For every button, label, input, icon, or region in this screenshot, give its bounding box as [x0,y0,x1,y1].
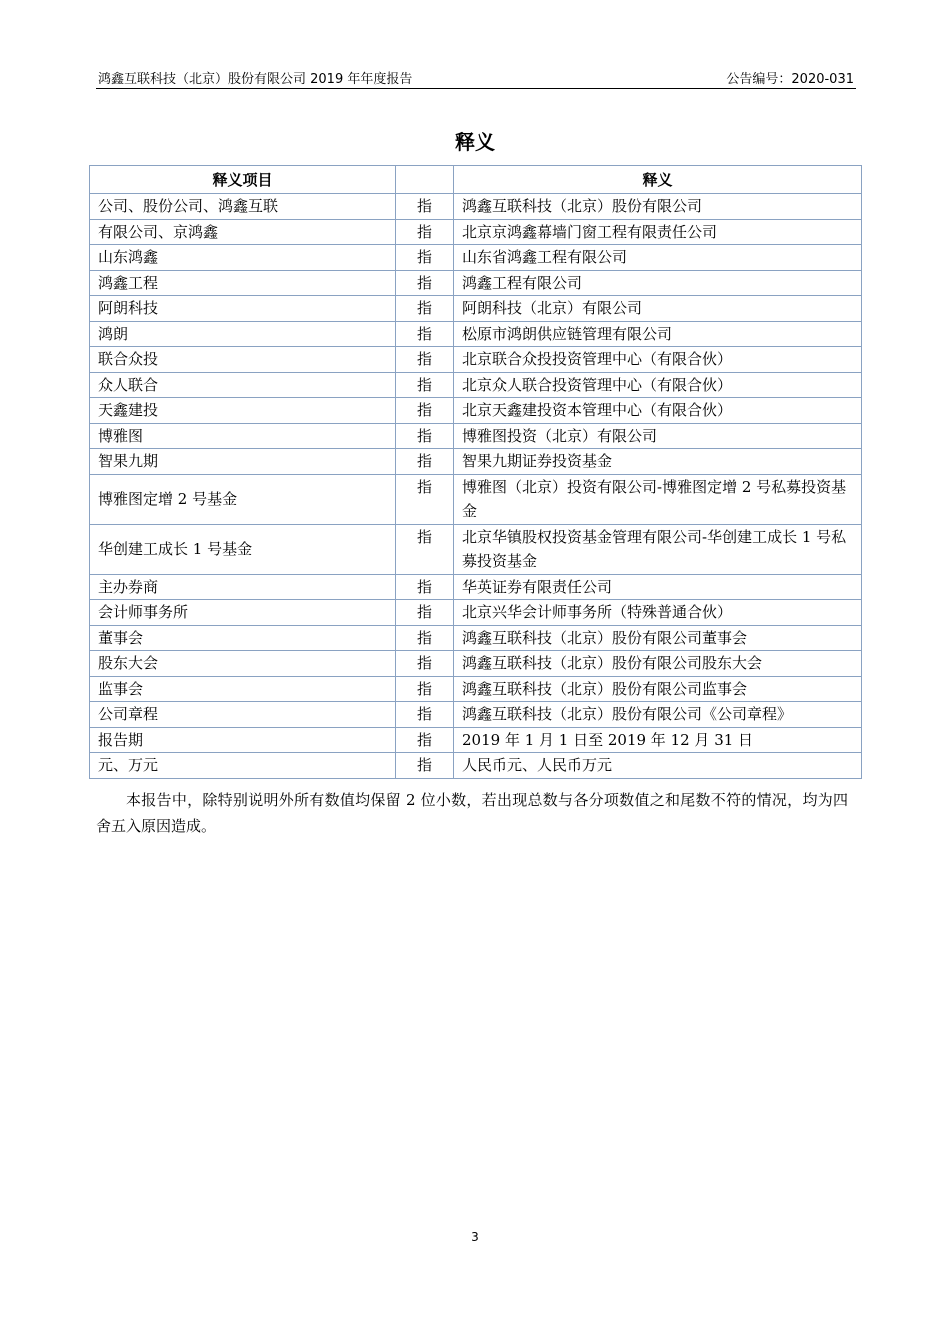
header-ref [396,166,454,194]
glossary-ref: 指 [396,702,454,728]
glossary-definition: 鸿鑫互联科技（北京）股份有限公司《公司章程》 [454,702,862,728]
glossary-definition: 阿朗科技（北京）有限公司 [454,296,862,322]
glossary-term: 博雅图 [90,423,396,449]
glossary-term: 山东鸿鑫 [90,245,396,271]
glossary-definition: 鸿鑫互联科技（北京）股份有限公司股东大会 [454,651,862,677]
glossary-definition: 北京众人联合投资管理中心（有限合伙） [454,372,862,398]
glossary-definition: 人民币元、人民币万元 [454,753,862,779]
glossary-term: 智果九期 [90,449,396,475]
glossary-definition: 鸿鑫互联科技（北京）股份有限公司董事会 [454,625,862,651]
glossary-ref: 指 [396,372,454,398]
table-row [90,600,862,626]
glossary-term: 华创建工成长 1 号基金 [90,524,396,574]
glossary-ref: 指 [396,194,454,220]
glossary-term: 公司章程 [90,702,396,728]
glossary-definition: 2019 年 1 月 1 日至 2019 年 12 月 31 日 [454,727,862,753]
glossary-term: 众人联合 [90,372,396,398]
glossary-term: 天鑫建投 [90,398,396,424]
glossary-definition: 山东省鸿鑫工程有限公司 [454,245,862,271]
glossary-term: 公司、股份公司、鸿鑫互联 [90,194,396,220]
glossary-term: 联合众投 [90,347,396,373]
glossary-ref: 指 [396,625,454,651]
glossary-term: 鸿鑫工程 [90,270,396,296]
table-row [90,347,862,373]
glossary-ref: 指 [396,474,454,524]
glossary-definition: 鸿鑫工程有限公司 [454,270,862,296]
glossary-definition: 华英证券有限责任公司 [454,574,862,600]
glossary-ref: 指 [396,245,454,271]
glossary-definition: 北京京鸿鑫幕墙门窗工程有限责任公司 [454,219,862,245]
glossary-ref: 指 [396,676,454,702]
glossary-ref: 指 [396,524,454,574]
table-row [90,702,862,728]
header-term: 释义项目 [90,166,396,194]
glossary-header-row [90,166,862,194]
glossary-definition: 北京兴华会计师事务所（特殊普通合伙） [454,600,862,626]
rounding-note: 本报告中，除特别说明外所有数值均保留 2 位小数，若出现总数与各分项数值之和尾数不符的情况，均为四舍五入原因造成。 [96,791,848,835]
glossary-ref: 指 [396,347,454,373]
glossary-ref: 指 [396,651,454,677]
glossary-ref: 指 [396,219,454,245]
header-announcement-number: 公告编号：2020-031 [726,72,854,87]
table-row [90,423,862,449]
glossary-term: 股东大会 [90,651,396,677]
glossary-ref: 指 [396,727,454,753]
page-number: 3 [471,1230,479,1244]
table-row [90,651,862,677]
glossary-term: 博雅图定增 2 号基金 [90,474,396,524]
glossary-term: 有限公司、京鸿鑫 [90,219,396,245]
table-row [90,372,862,398]
glossary-definition: 博雅图投资（北京）有限公司 [454,423,862,449]
glossary-ref: 指 [396,600,454,626]
glossary-ref: 指 [396,753,454,779]
page-header [96,66,856,88]
table-row [90,449,862,475]
table-row [90,296,862,322]
header-report-title: 鸿鑫互联科技（北京）股份有限公司 2019 年年度报告 [98,72,413,87]
glossary-definition: 鸿鑫互联科技（北京）股份有限公司监事会 [454,676,862,702]
glossary-term: 主办券商 [90,574,396,600]
glossary-definition: 智果九期证券投资基金 [454,449,862,475]
glossary-body [90,194,862,779]
glossary-ref: 指 [396,321,454,347]
glossary-definition: 北京联合众投投资管理中心（有限合伙） [454,347,862,373]
table-row [90,574,862,600]
glossary-ref: 指 [396,270,454,296]
glossary-term: 鸿朗 [90,321,396,347]
glossary-ref: 指 [396,449,454,475]
glossary-definition: 北京华镇股权投资基金管理有限公司-华创建工成长 1 号私募投资基金 [454,524,862,574]
table-row [90,194,862,220]
glossary-term: 董事会 [90,625,396,651]
glossary-definition: 松原市鸿朗供应链管理有限公司 [454,321,862,347]
table-row [90,625,862,651]
glossary-ref: 指 [396,423,454,449]
table-row [90,321,862,347]
glossary-term: 阿朗科技 [90,296,396,322]
table-row [90,398,862,424]
glossary-definition: 北京天鑫建投资本管理中心（有限合伙） [454,398,862,424]
table-row [90,219,862,245]
glossary-term: 监事会 [90,676,396,702]
table-row [90,524,862,574]
glossary-term: 报告期 [90,727,396,753]
table-row [90,753,862,779]
header-divider [96,88,856,89]
glossary-definition: 鸿鑫互联科技（北京）股份有限公司 [454,194,862,220]
glossary-term: 会计师事务所 [90,600,396,626]
table-row [90,474,862,524]
table-row [90,676,862,702]
glossary-table [89,165,862,779]
glossary-ref: 指 [396,574,454,600]
glossary-ref: 指 [396,398,454,424]
table-row [90,245,862,271]
table-row [90,270,862,296]
page-title: 释义 [455,130,495,154]
glossary-term: 元、万元 [90,753,396,779]
table-row [90,727,862,753]
header-definition: 释义 [454,166,862,194]
glossary-definition: 博雅图（北京）投资有限公司-博雅图定增 2 号私募投资基金 [454,474,862,524]
glossary-ref: 指 [396,296,454,322]
